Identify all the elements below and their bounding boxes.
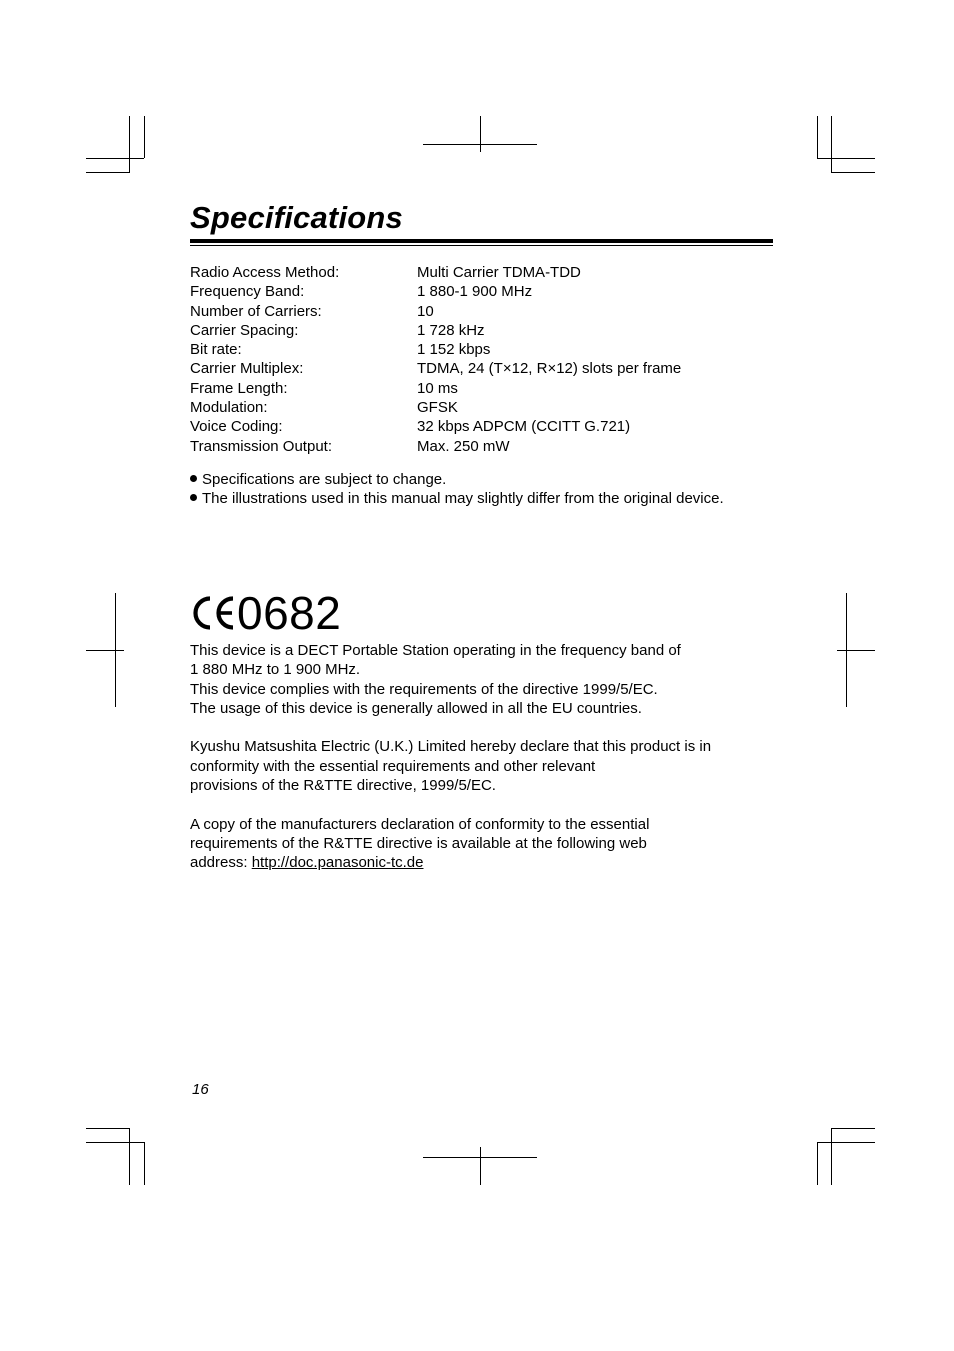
- address-label: address:: [190, 854, 252, 872]
- list-item: [190, 489, 724, 508]
- crop-mark: [831, 1128, 875, 1129]
- crop-mark: [129, 116, 130, 172]
- crop-mark: [817, 116, 818, 158]
- paragraph-conformity: [190, 737, 810, 795]
- spec-value: 1 880-1 900 MHz: [417, 283, 533, 301]
- spec-label: Carrier Multiplex:: [190, 360, 304, 378]
- text-line: The usage of this device is generally allowed in all the EU countries.: [190, 699, 642, 717]
- spec-value: 10: [417, 302, 434, 320]
- spec-row: [190, 359, 681, 378]
- note-text: The illustrations used in this manual may slightly differ from the original device.: [202, 490, 724, 507]
- text-line: 1 880 MHz to 1 900 MHz.: [190, 661, 361, 679]
- spec-label: Bit rate:: [190, 341, 242, 359]
- spec-label: Carrier Spacing:: [190, 321, 299, 339]
- text-line: provisions of the R&TTE directive, 1999/5/EC.: [190, 777, 496, 795]
- spec-label: Radio Access Method:: [190, 264, 340, 281]
- crop-mark: [837, 650, 875, 651]
- text-line: conformity with the essential requirements and other relevant: [190, 757, 596, 775]
- list-item: [190, 470, 724, 489]
- spec-table: [190, 263, 681, 456]
- crop-mark: [144, 116, 145, 158]
- spec-value: TDMA, 24 (T×12, R×12) slots per frame: [417, 360, 682, 378]
- text-line: requirements of the R&TTE directive is available at the following web: [190, 834, 647, 852]
- crop-mark: [817, 158, 875, 159]
- crop-mark: [831, 116, 832, 172]
- text-line: A copy of the manufacturers declaration of conformity to the essential: [190, 815, 650, 833]
- paragraph-device: [190, 641, 810, 718]
- notes-list: [190, 470, 724, 508]
- page-title: Specifications: [190, 200, 403, 235]
- spec-label: Frame Length:: [190, 379, 288, 397]
- spec-row: [190, 417, 681, 436]
- ce-mark: [190, 588, 341, 638]
- spec-row: [190, 340, 681, 359]
- spec-value: Max. 250 mW: [417, 437, 510, 455]
- crop-mark: [86, 1128, 130, 1129]
- ce-number: 0682: [237, 587, 342, 639]
- spec-value: GFSK: [417, 399, 458, 417]
- spec-label: Number of Carriers:: [190, 302, 322, 320]
- declaration-link[interactable]: http://doc.panasonic-tc.de: [251, 854, 424, 872]
- title-rule-thick: [190, 239, 773, 243]
- crop-mark: [480, 1147, 481, 1185]
- spec-value: 10 ms: [417, 379, 458, 397]
- crop-mark: [86, 1142, 144, 1143]
- spec-label: Voice Coding:: [190, 418, 283, 436]
- text-line: [190, 853, 810, 872]
- crop-mark: [831, 172, 875, 173]
- crop-mark: [129, 1128, 130, 1185]
- paragraph-declaration-copy: [190, 815, 810, 873]
- spec-row: [190, 398, 681, 417]
- title-rule-thin: [190, 245, 773, 246]
- declaration-text: [190, 641, 810, 892]
- spec-row: [190, 263, 681, 282]
- spec-value: 1 152 kbps: [417, 341, 491, 359]
- crop-mark: [86, 158, 144, 159]
- bullet-icon: [190, 494, 197, 501]
- spec-row: [190, 379, 681, 398]
- spec-row: [190, 302, 681, 321]
- page-number: 16: [192, 1081, 209, 1098]
- crop-mark: [817, 1142, 875, 1143]
- spec-value: 32 kbps ADPCM (CCITT G.721): [417, 418, 631, 436]
- crop-mark: [144, 1142, 145, 1185]
- spec-label: Modulation:: [190, 399, 268, 417]
- spec-row: [190, 282, 681, 301]
- ce-logo-icon: [190, 594, 236, 632]
- spec-label: Frequency Band:: [190, 283, 305, 301]
- spec-label: Transmission Output:: [190, 437, 332, 455]
- spec-value: 1 728 kHz: [417, 321, 485, 339]
- crop-mark: [480, 116, 481, 152]
- text-line: This device complies with the requirements of the directive 1999/5/EC.: [190, 680, 658, 698]
- spec-value: Multi Carrier TDMA-TDD: [417, 264, 581, 281]
- spec-row: [190, 321, 681, 340]
- crop-mark: [817, 1142, 818, 1185]
- crop-mark: [86, 650, 124, 651]
- text-line: This device is a DECT Portable Station operating in the frequency band of: [190, 642, 681, 659]
- spec-row: [190, 437, 681, 456]
- text-line: Kyushu Matsushita Electric (U.K.) Limited hereby declare that this product is in: [190, 738, 712, 756]
- bullet-icon: [190, 475, 197, 482]
- crop-mark: [86, 172, 130, 173]
- note-text: Specifications are subject to change.: [202, 471, 447, 488]
- crop-mark: [831, 1128, 832, 1185]
